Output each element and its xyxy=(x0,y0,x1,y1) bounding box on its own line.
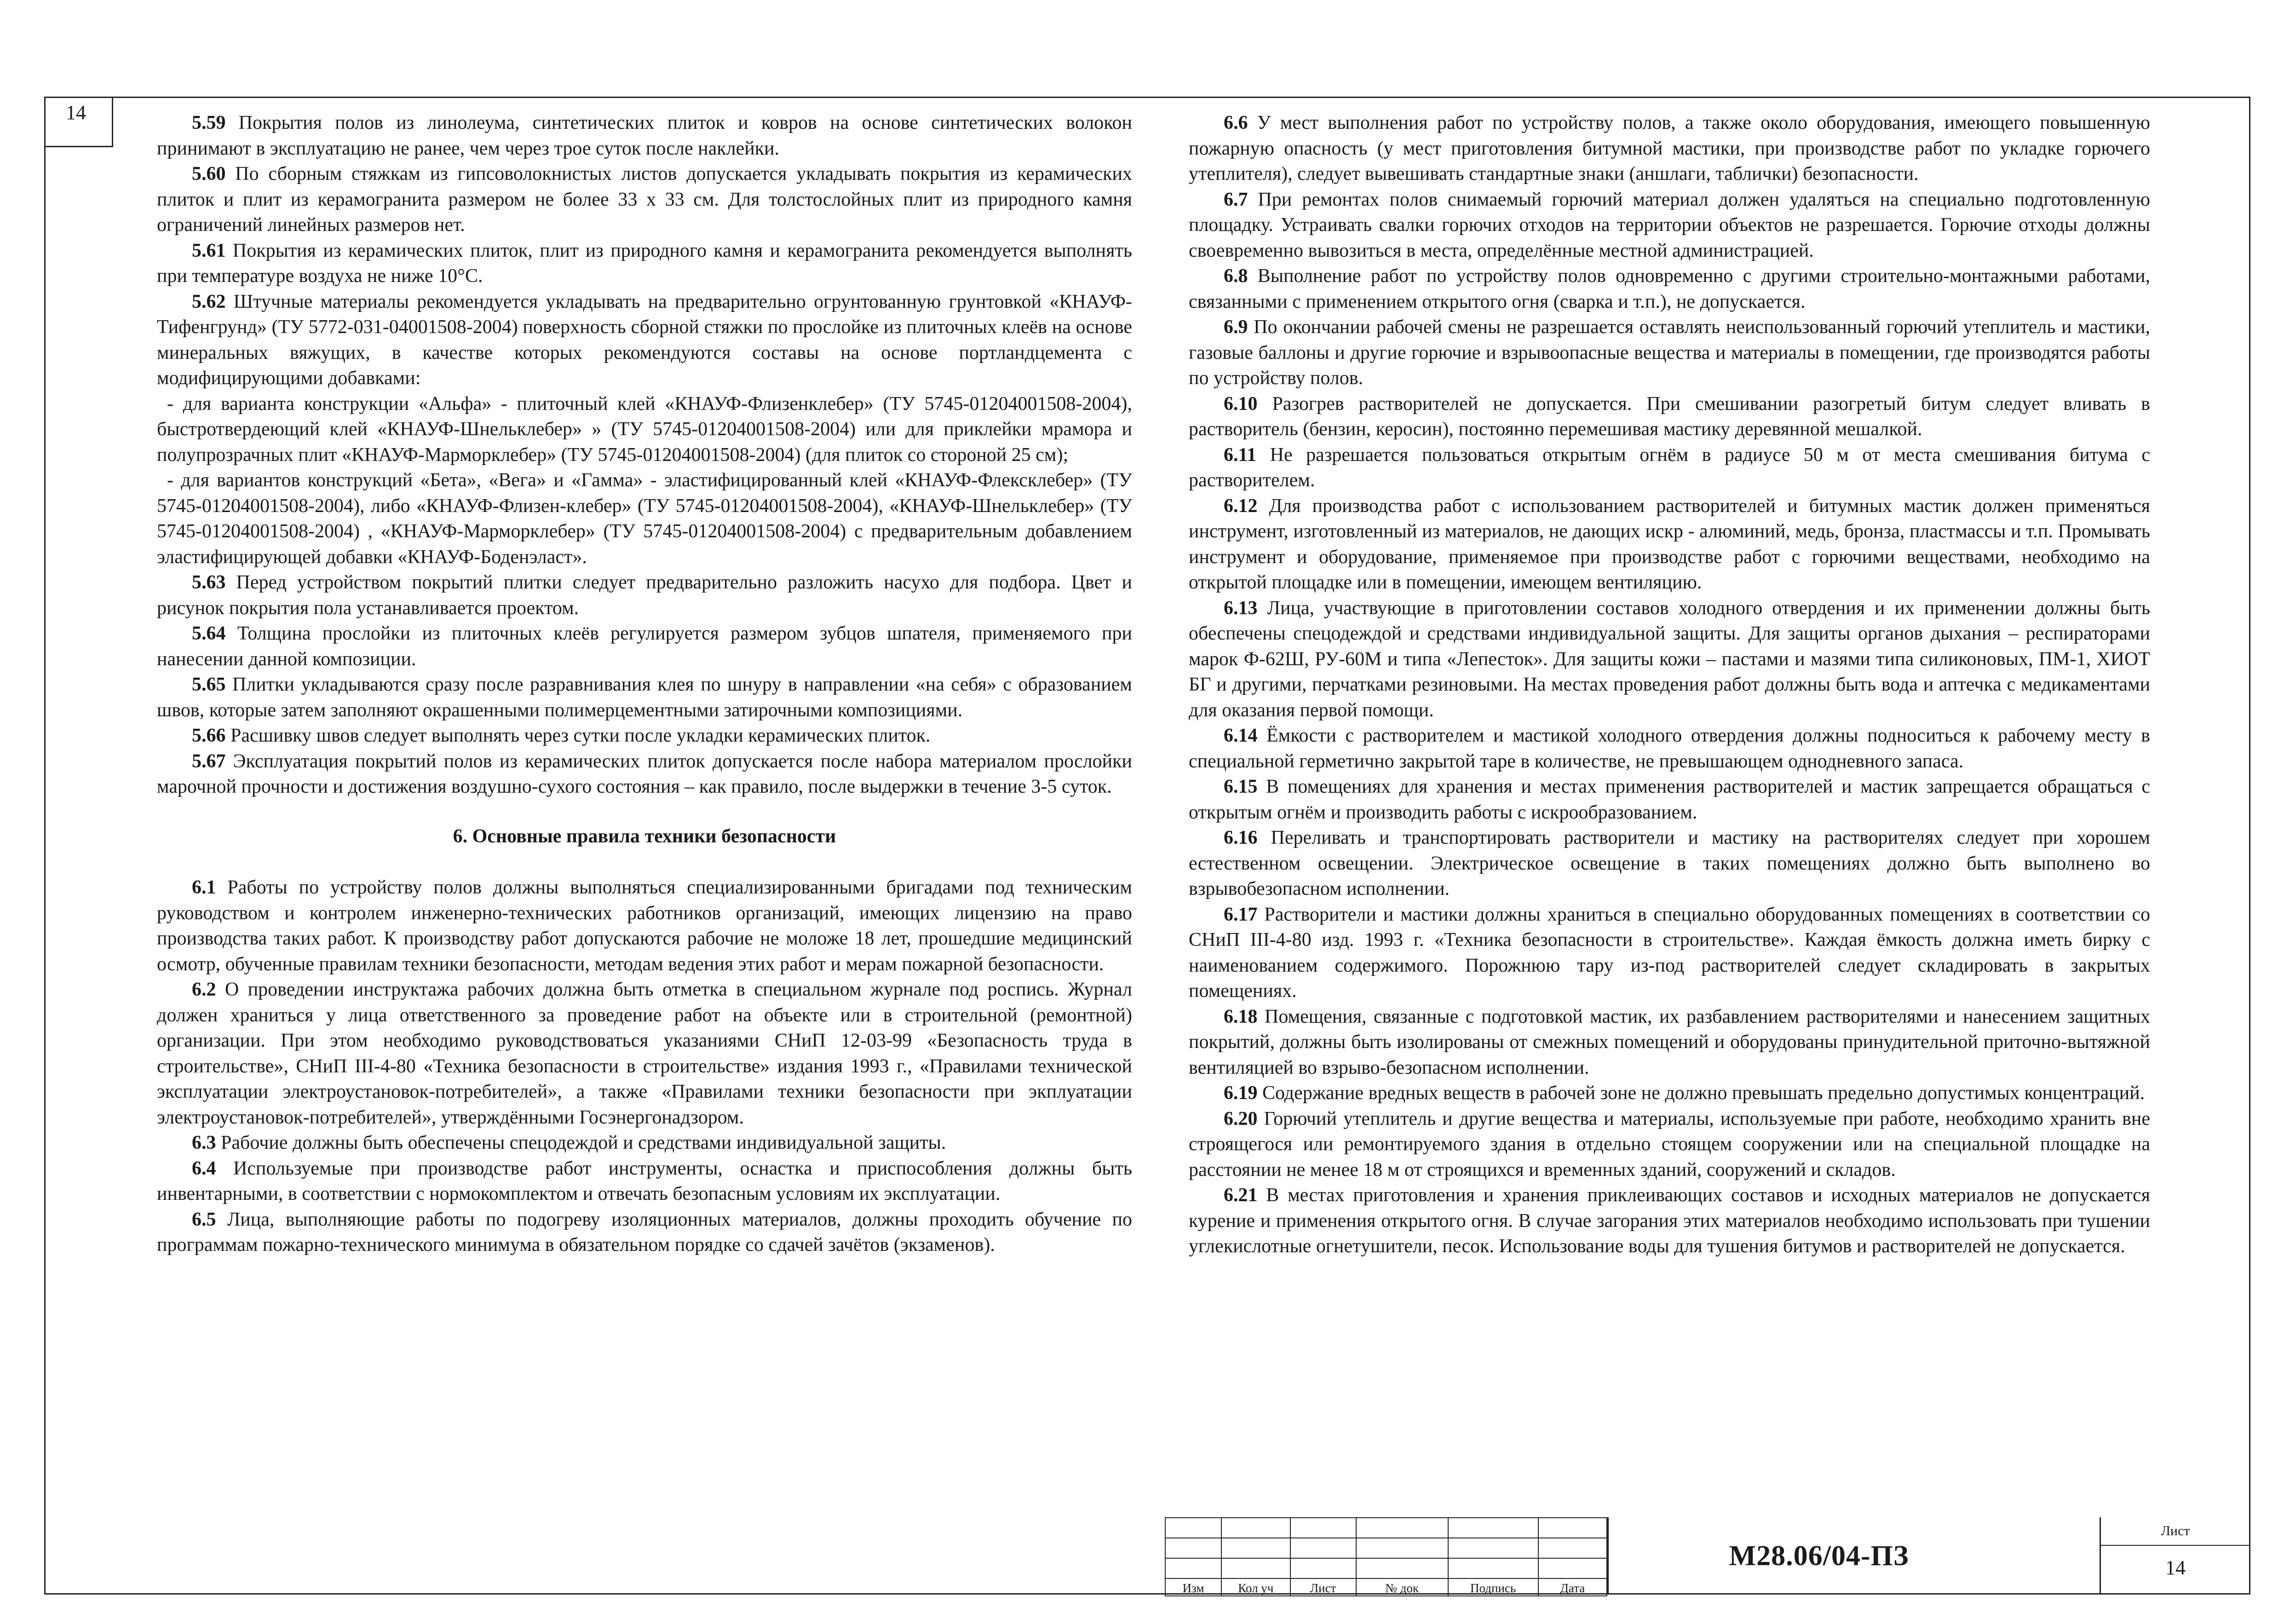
right-paragraph xyxy=(1189,110,2150,187)
clause-text: О проведении инструктажа рабочих должна быть отметка в специальном журнале под роспись. Журнал должен храниться у лица ответственного за проведение работ на объекте или в строительной (ремонтной) организации. При этом необходимо руководствоваться указаниями СНиП 12-03-99 «Безопасность труда в строительстве», СНиП III-4-80 «Техника безопасности в строительстве» издания 1993 г., «Правилами технической эксплуатации электроустановок-потребителей», а также «Правилами техники безопасности при экплуатации электроустановок-потребителей», утверждёнными Госэнергонадзором. xyxy=(157,979,1132,1128)
clause-number: 6.14 xyxy=(1224,725,1258,746)
section-heading: 6. Основные правила техники безопасности xyxy=(453,825,836,847)
clause-number: 5.67 xyxy=(192,750,226,772)
right-paragraph xyxy=(1189,1106,2150,1183)
clause-text: Помещения, связанные с подготовкой мастик, их разбавлением растворителями и нанесением защитных покрытий, должны быть изолированы от смежных помещений и оборудованы принудительной приточно-вытяжной вентиляцией во взрыво-безопасном исполнении. xyxy=(1189,1006,2150,1078)
left-paragraph xyxy=(157,1207,1132,1258)
left-paragraph xyxy=(157,977,1132,1130)
left-column xyxy=(157,110,1132,1258)
clause-number: 6.6 xyxy=(1224,112,1248,133)
right-paragraph xyxy=(1189,902,2150,1004)
stamp-column-label: Подпись xyxy=(1448,1578,1538,1596)
right-column xyxy=(1189,110,2150,1260)
revision-table xyxy=(1165,1517,1607,1596)
right-paragraph xyxy=(1189,187,2150,264)
clause-number: 6.2 xyxy=(192,979,216,1000)
left-paragraph xyxy=(157,392,1132,468)
sheet-label: Лист xyxy=(2100,1517,2250,1546)
clause-text: Эксплуатация покрытий полов из керамических плиток допускается после набора материалом прослойки марочной прочности и достижения воздушно-сухого состояния – как правило, после выдержки в течение 3-5 суток. xyxy=(157,750,1132,797)
clause-number: 5.61 xyxy=(192,240,226,261)
clause-number: 6.4 xyxy=(192,1158,216,1179)
clause-number: 6.17 xyxy=(1224,904,1258,925)
clause-text: Разогрев растворителей не допускается. При смешивании разогретый битум следует вливать в растворитель (бензин, керосин), постоянно перемешивая мастику деревянной мешалкой. xyxy=(1189,393,2150,440)
right-paragraph xyxy=(1189,1004,2150,1081)
clause-number: 5.59 xyxy=(192,112,226,133)
clause-text: Переливать и транспортировать растворители и мастику на растворителях следует при хорошем естественном освещении. Электрическое освещение в таких помещениях должно быть выполнено во взрывобезопасном исполнении. xyxy=(1189,827,2150,899)
document-code: М28.06/04-ПЗ xyxy=(1729,1540,1909,1572)
clause-text: Работы по устройству полов должны выполняться специализированными бригадами под техническим руководством и контролем инженерно-технических работников организаций, имеющих лицензию на право производства таких работ. К производству работ допускаются рабочие не моложе 18 лет, прошедшие медицинский осмотр, обученные правилам техники безопасности, методам ведения этих работ и мерам пожарной безопасности. xyxy=(157,877,1132,975)
clause-number: 5.63 xyxy=(192,572,226,593)
right-paragraph xyxy=(1189,825,2150,902)
right-paragraph xyxy=(1189,315,2150,392)
clause-number: 5.65 xyxy=(192,674,226,695)
clause-text: Ёмкости с растворителем и мастикой холодного отвердения должны подноситься к рабочему месту в специальной герметично закрытой таре в количестве, не превышающем однодневного запаса. xyxy=(1189,725,2150,772)
clause-text: Выполнение работ по устройству полов одновременно с другими строительно-монтажными работами, связанными с применением открытого огня (сварка и т.п.), не допускается. xyxy=(1189,265,2150,312)
clause-text: В местах приготовления и хранения приклеивающих составов и исходных материалов не допускается курение и применения открытого огня. В случае загорания этих материалов необходимо использовать при тушении углекислотные огнетушители, песок. Использование воды для тушения битумов и растворителей не допускается. xyxy=(1189,1185,2150,1257)
page-number-box xyxy=(44,97,113,147)
clause-number: 6.8 xyxy=(1224,265,1248,287)
clause-text: Растворители и мастики должны храниться в специально оборудованных помещениях в соответствии со СНиП III-4-80 изд. 1993 г. «Техника безопасности в строительстве». Каждая ёмкость должна иметь бирку с наименованием содержимого. Порожнюю тару из-под растворителей следует складировать в закрытых помещениях. xyxy=(1189,904,2150,1002)
clause-number: 6.15 xyxy=(1224,776,1258,797)
right-paragraph xyxy=(1189,264,2150,315)
stamp-column-label: Кол уч xyxy=(1221,1578,1290,1596)
clause-text: - для варианта конструкции «Альфа» - плиточный клей «КНАУФ-Флизенклебер» (ТУ 5745-01204001508-2004), быстротвердеющий клей «КНАУФ-Шнельклебер» » (ТУ 5745-01204001508-2004) или для приклейки мрамора и полупрозрачных плит «КНАУФ-Марморклебер» (ТУ 5745-01204001508-2004) (для плиток со стороной 25 см); xyxy=(157,393,1132,466)
left-paragraph xyxy=(157,570,1132,621)
clause-number: 6.10 xyxy=(1224,393,1258,415)
clause-text: Не разрешается пользоваться открытым огнём в радиусе 50 м от места смешивания битума с растворителем. xyxy=(1189,444,2150,491)
clause-text: Содержание вредных веществ в рабочей зоне не должно превышать предельно допустимых концентраций. xyxy=(1257,1083,2145,1104)
stamp-column-label: Изм xyxy=(1165,1578,1221,1596)
clause-number: 6.7 xyxy=(1224,189,1248,210)
left-paragraph xyxy=(157,672,1132,723)
left-paragraph xyxy=(157,289,1132,392)
right-paragraph xyxy=(1189,774,2150,825)
right-paragraph xyxy=(1189,392,2150,443)
clause-number: 6.13 xyxy=(1224,597,1258,619)
clause-number: 5.60 xyxy=(192,163,226,184)
stamp-column-label: Лист xyxy=(1290,1578,1356,1596)
page-number: 14 xyxy=(66,101,86,124)
clause-number: 5.64 xyxy=(192,623,226,644)
left-paragraph xyxy=(157,875,1132,977)
clause-text: Лица, выполняющие работы по подогреву изоляционных материалов, должны проходить обучение по программам пожарно-технического минимума в обязательном порядке со сдачей зачётов (экзаменов). xyxy=(157,1209,1132,1255)
clause-text: У мест выполнения работ по устройству полов, а также около оборудования, имеющего повышенную пожарную опасность (у мест приготовления битумной мастики, при производстве работ по укладке горючего утеплителя), следует вывешивать стандартные знаки (аншлаги, таблички) безопасности. xyxy=(1189,112,2150,184)
left-paragraph xyxy=(157,238,1132,289)
clause-text: При ремонтах полов снимаемый горючий материал должен удаляться на специально подготовленную площадку. Устраивать свалки горючих отходов на территории объектов не разрешается. Горючие отходы должны своевременно вывозиться в места, определённые местной администрацией. xyxy=(1189,189,2150,261)
clause-text: Горючий утеплитель и другие вещества и материалы, используемые при работе, необходимо хранить вне строящегося или ремонтируемого здания в отдельно стоящем сооружении или на специальной площадке на расстоянии не менее 18 м от строящихся и временных зданий, сооружений и складов. xyxy=(1189,1108,2150,1181)
clause-number: 6.19 xyxy=(1224,1083,1258,1104)
clause-text: По сборным стяжкам из гипсоволокнистых листов допускается укладывать покрытия из керамических плиток и плит из керамогранита размером не более 33 х 33 см. Для толстослойных плит из природного камня ограничений линейных размеров нет. xyxy=(157,163,1132,236)
clause-number: 6.5 xyxy=(192,1209,216,1230)
right-paragraph xyxy=(1189,723,2150,774)
right-paragraph xyxy=(1189,596,2150,724)
left-paragraph xyxy=(157,1156,1132,1207)
clause-text: Рабочие должны быть обеспечены спецодеждой и средствами индивидуальной защиты. xyxy=(216,1132,946,1153)
left-paragraph xyxy=(157,1130,1132,1156)
left-paragraph xyxy=(157,749,1132,800)
clause-text: Штучные материалы рекомендуется укладывать на предварительно огрунтованную грунтовкой «КНАУФ-Тифенгрунд» (ТУ 5772-031-04001508-2004) поверхность сборной стяжки по прослойке из плиточных клеёв на основе минеральных вяжущих, в качестве которых рекомендуются составы на основе портландцемента с модифицирующими добавками: xyxy=(157,291,1132,389)
clause-number: 6.9 xyxy=(1224,317,1248,338)
clause-text: По окончании рабочей смены не разрешается оставлять неиспользованный горючий утеплитель и мастики, газовые баллоны и другие горючие и взрывоопасные вещества и материалы в помещении, где производятся работы по устройству полов. xyxy=(1189,317,2150,389)
clause-text: Перед устройством покрытий плитки следует предварительно разложить насухо для подбора. Цвет и рисунок покрытия пола устанавливается проектом. xyxy=(157,572,1132,619)
clause-text: В помещениях для хранения и местах применения растворителей и мастик запрещается обращаться с открытым огнём и производить работы с искрообразованием. xyxy=(1189,776,2150,823)
clause-number: 5.62 xyxy=(192,291,226,312)
clause-number: 6.16 xyxy=(1224,827,1258,848)
clause-number: 6.3 xyxy=(192,1132,216,1153)
clause-text: Плитки укладываются сразу после разравнивания клея по шнуру в направлении «на себя» с образованием швов, которые затем заполняют окрашенными полимерцементными затирочными композициями. xyxy=(157,674,1132,721)
clause-number: 6.12 xyxy=(1224,495,1258,517)
clause-text: Покрытия полов из линолеума, синтетических плиток и ковров на основе синтетических волокон принимают в эксплуатацию не ранее, чем через трое суток после наклейки. xyxy=(157,112,1132,159)
left-paragraph xyxy=(157,723,1132,749)
left-paragraph xyxy=(157,621,1132,672)
clause-number: 6.18 xyxy=(1224,1006,1258,1027)
clause-text: Лица, участвующие в приготовлении составов холодного отвердения и их применении должны быть обеспечены спецодеждой и средствами индивидуальной защиты. Для защиты органов дыхания – респираторами марок Ф-62Ш, РУ-60М и типа «Лепесток». Для защиты кожи – пастами и мазями типа силиконовых, ПМ-1, ХИОТ БГ и другими, перчатками резиновыми. На местах проведения работ должны быть вода и аптечка с медикаментами для оказания первой помощи. xyxy=(1189,597,2150,721)
left-paragraph xyxy=(157,161,1132,238)
clause-number: 6.11 xyxy=(1224,444,1257,466)
stamp-column-label: № док xyxy=(1356,1578,1448,1596)
clause-text: Используемые при производстве работ инструменты, оснастка и приспособления должны быть инвентарными, в соответствии с нормокомплектом и отвечать безопасным условиям их эксплуатации. xyxy=(157,1158,1132,1204)
right-paragraph xyxy=(1189,443,2150,494)
clause-number: 5.66 xyxy=(192,725,226,746)
title-block xyxy=(1165,1517,2250,1595)
clause-text: Покрытия из керамических плиток, плит из природного камня и керамогранита рекомендуется выполнять при температуре воздуха не ниже 10°С. xyxy=(157,240,1132,287)
clause-number: 6.21 xyxy=(1224,1185,1258,1206)
clause-text: - для вариантов конструкций «Бета», «Вега» и «Гамма» - эластифицированный клей «КНАУФ-Флексклебер» (ТУ 5745-01204001508-2004), либо «КНАУФ-Флизен-клебер» (ТУ 5745-01204001508-2004), «КНАУФ-Шнельклебер» (ТУ 5745-01204001508-2004) , «КНАУФ-Марморклебер» (ТУ 5745-01204001508-2004) с предварительным добавлением эластифицирующей добавки «КНАУФ-Боденэласт». xyxy=(157,470,1132,568)
clause-number: 6.1 xyxy=(192,877,216,898)
left-paragraph xyxy=(157,110,1132,161)
right-paragraph xyxy=(1189,1183,2150,1260)
left-paragraph xyxy=(157,468,1132,570)
clause-text: Расшивку швов следует выполнять через сутки после укладки керамических плиток. xyxy=(225,725,931,746)
right-paragraph xyxy=(1189,1081,2150,1106)
clause-text: Толщина прослойки из плиточных клеёв регулируется размером зубцов шпателя, применяемого при нанесении данной композиции. xyxy=(157,623,1132,670)
sheet-number: 14 xyxy=(2165,1556,2186,1579)
stamp-column-label: Дата xyxy=(1538,1578,1607,1596)
clause-number: 6.20 xyxy=(1224,1108,1258,1129)
clause-text: Для производства работ с использованием растворителей и битумных мастик должен применяться инструмент, изготовленный из материалов, не дающих искр - алюминий, медь, бронза, пластмассы и т.п. Промывать инструмент и оборудование, применяемое при производстве работ с горючими веществами, необходимо на открытой площадке или в помещении, имеющем вентиляцию. xyxy=(1189,495,2150,593)
right-paragraph xyxy=(1189,494,2150,596)
